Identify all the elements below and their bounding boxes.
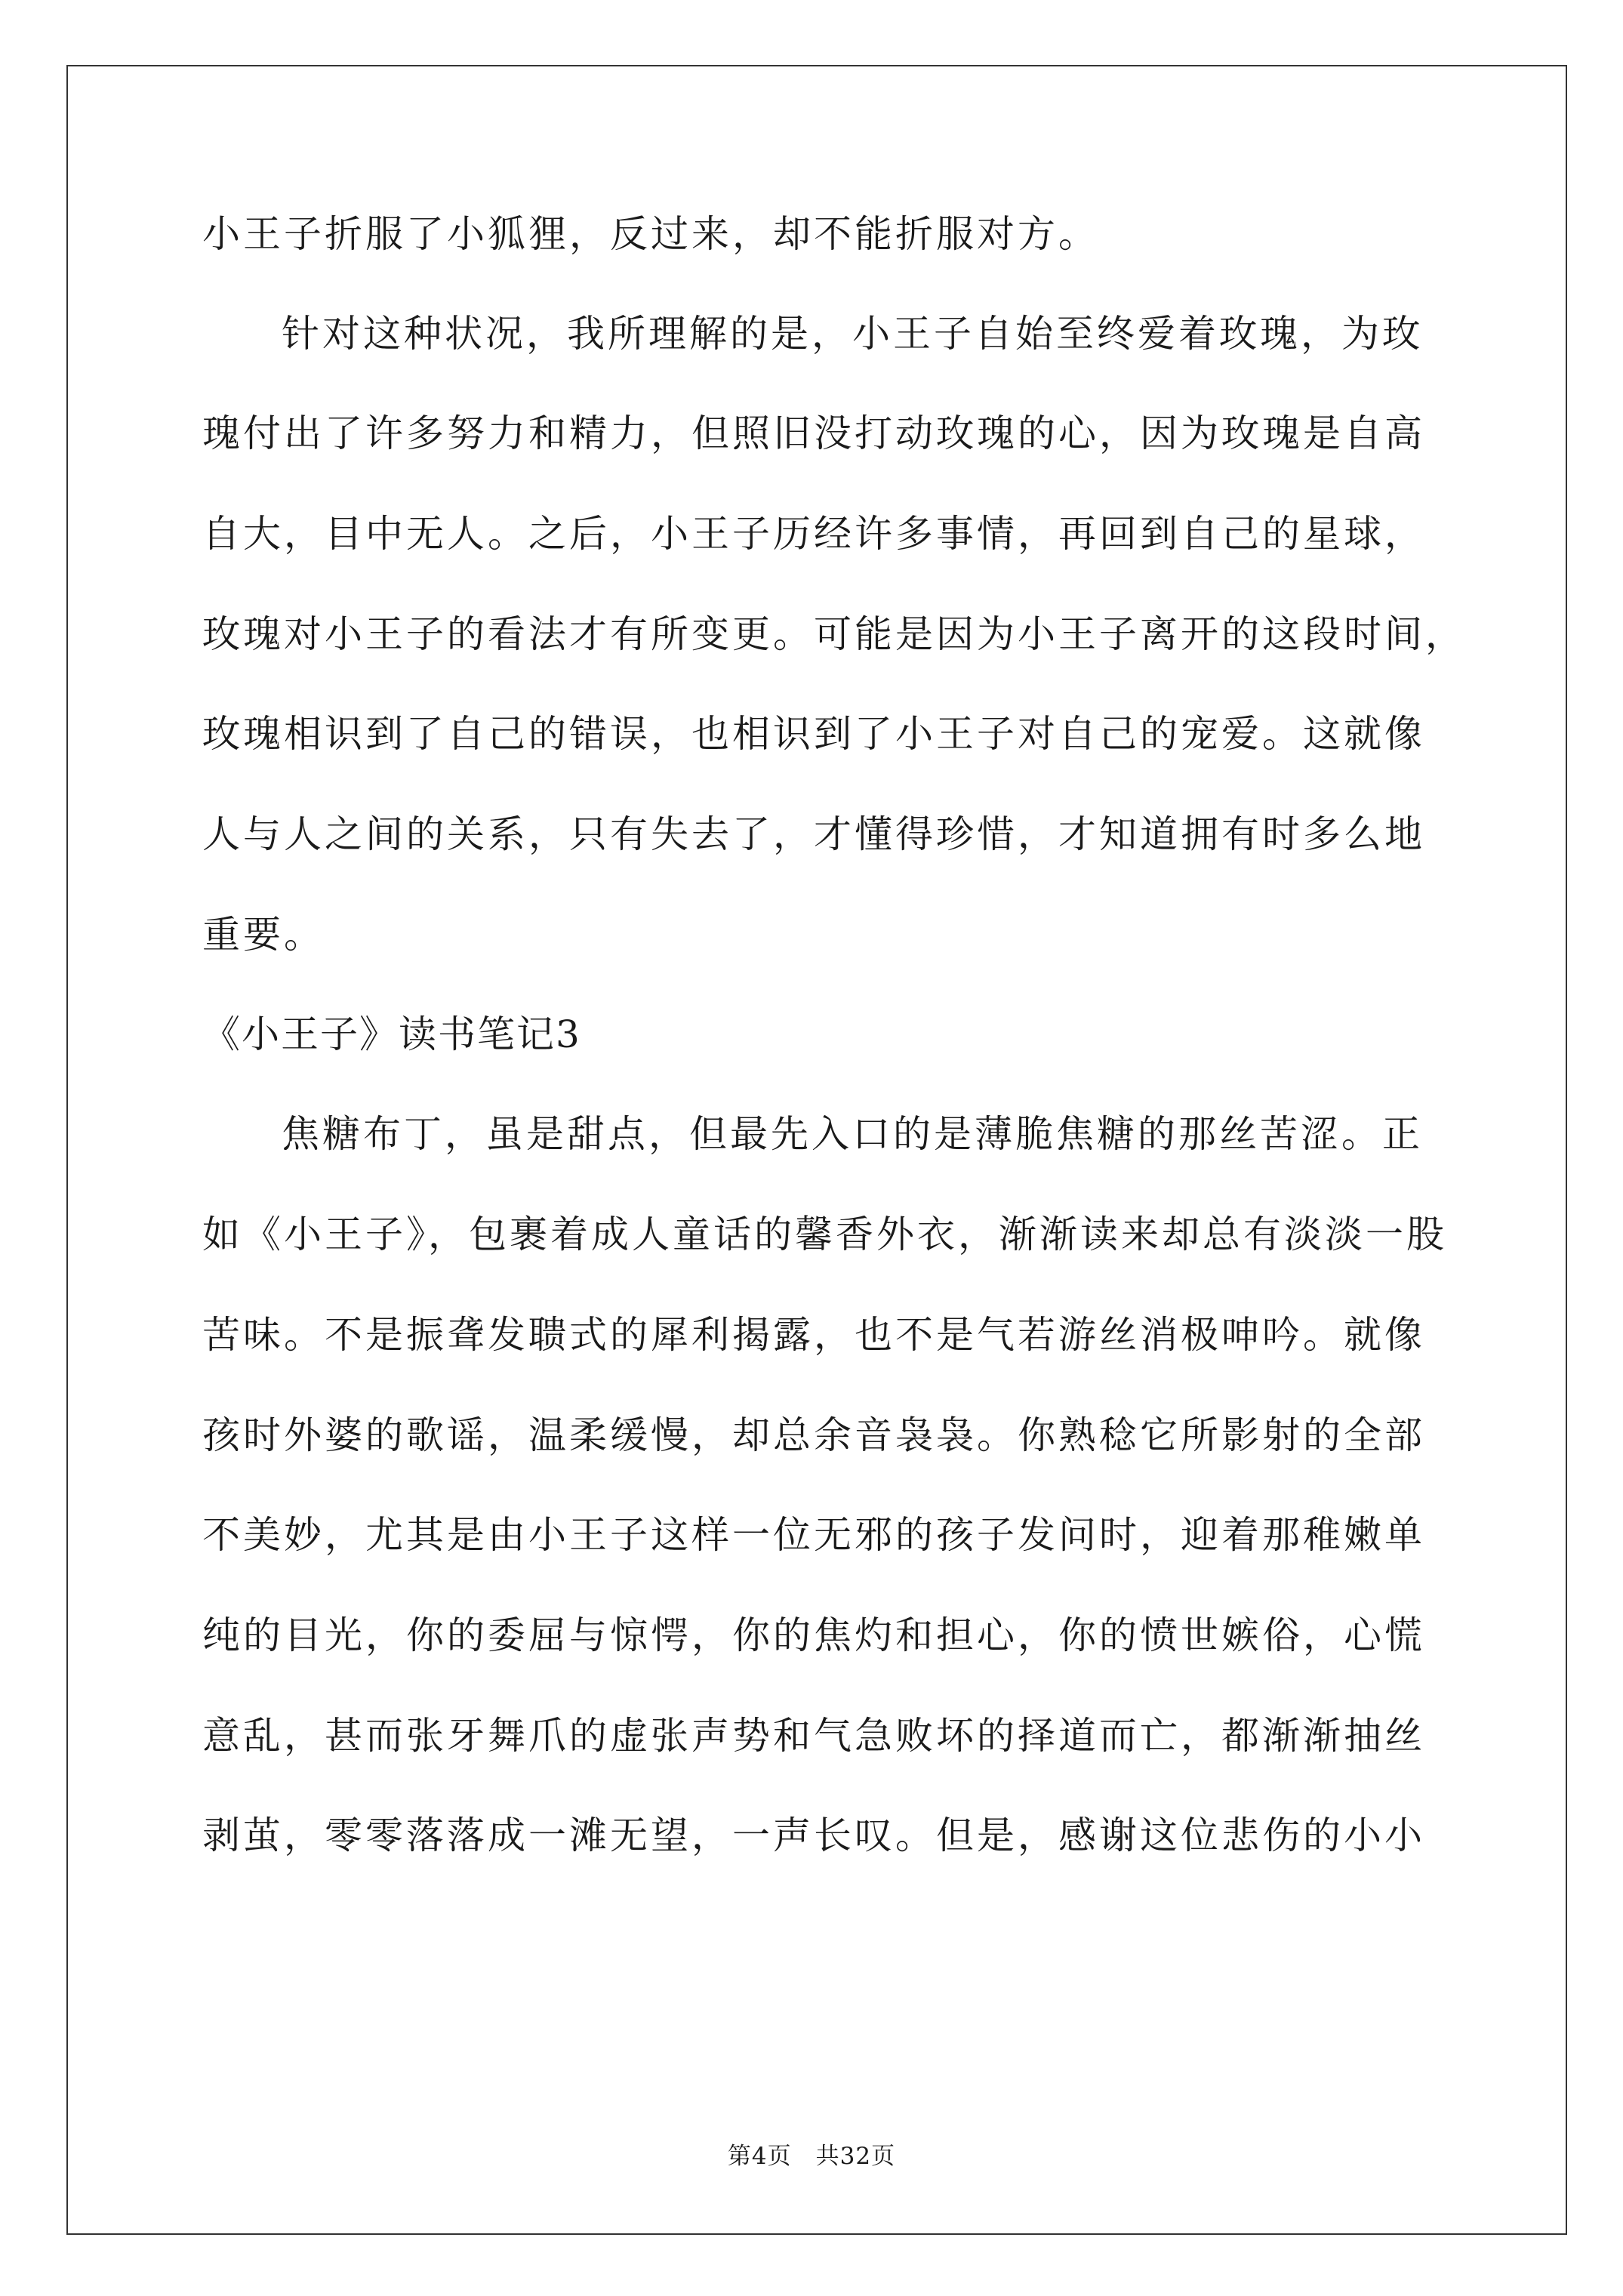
paragraph-line: 剥茧，零零落落成一滩无望，一声长叹。但是，感谢这位悲伤的小小: [202, 1814, 1425, 1857]
paragraph-line: 玫瑰相识到了自己的错误，也相识到了小王子对自己的宠爱。这就像: [202, 712, 1425, 756]
paragraph-line: 自大，目中无人。之后，小王子历经许多事情，再回到自己的星球，: [202, 512, 1425, 556]
paragraph-line: 意乱，甚而张牙舞爪的虚张声势和气急败坏的择道而亡，都渐渐抽丝: [202, 1714, 1425, 1758]
paragraph-line: 孩时外婆的歌谣，温柔缓慢，却总余音袅袅。你熟稔它所影射的全部: [202, 1413, 1425, 1457]
paragraph-line: 苦味。不是振聋发聩式的犀利揭露，也不是气若游丝消极呻吟。就像: [202, 1313, 1425, 1357]
paragraph-line: 如《小王子》，包裹着成人童话的馨香外衣，渐渐读来却总有淡淡一股: [202, 1213, 1447, 1256]
paragraph-line: 针对这种状况，我所理解的是，小王子自始至终爱着玫瑰，为玫: [282, 312, 1423, 356]
page-number: 第4页 共32页: [727, 2143, 896, 2170]
section-heading: 《小王子》读书笔记3: [202, 1012, 581, 1056]
paragraph-line: 重要。: [202, 913, 325, 957]
paragraph-line: 人与人之间的关系，只有失去了，才懂得珍惜，才知道拥有时多么地: [202, 812, 1425, 856]
paragraph-line: 纯的目光，你的委屈与惊愕，你的焦灼和担心，你的愤世嫉俗，心慌: [202, 1613, 1425, 1657]
paragraph-line: 不美妙，尤其是由小王子这样一位无邪的孩子发问时，迎着那稚嫩单: [202, 1513, 1425, 1557]
paragraph-line: 瑰付出了许多努力和精力，但照旧没打动玫瑰的心，因为玫瑰是自高: [202, 411, 1425, 455]
paragraph-line: 小王子折服了小狐狸，反过来，却不能折服对方。: [202, 212, 1099, 256]
paragraph-line: 焦糖布丁，虽是甜点，但最先入口的是薄脆焦糖的那丝苦涩。正: [282, 1112, 1423, 1156]
paragraph-line: 玫瑰对小王子的看法才有所变更。可能是因为小王子离开的这段时间，: [202, 612, 1466, 656]
